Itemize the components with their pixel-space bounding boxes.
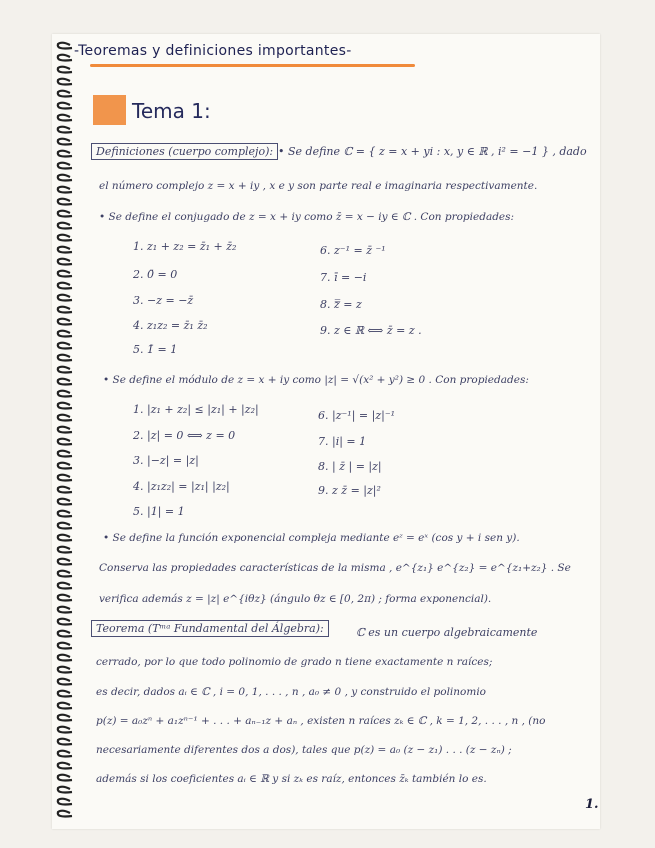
conj-prop: 7. ī = −i — [320, 271, 367, 284]
modulus-line: • Se define el módulo de z = x + iy como |z| = √(x² + y²) ≥ 0 . Con propiedades: — [103, 374, 529, 386]
teorema-line: además si los coeficientes aᵢ ∈ ℝ y si zₖ es raíz, entonces z̄ₖ también lo es. — [96, 773, 487, 785]
def-line-1: • Se define ℂ = { z = x + yi : x, y ∈ ℝ , i² = −1 } , dado — [278, 145, 587, 158]
mod-prop: 5. |1| = 1 — [133, 505, 185, 518]
def-line-2: el número complejo z = x + iy , x e y son parte real e imaginaria respectivamente. — [99, 180, 538, 192]
exp-line-2: Conserva las propiedades características de la misma , e^{z₁} e^{z₂} = e^{z₁+z₂} . Se — [99, 562, 571, 574]
conj-prop: 2. 0̄ = 0 — [133, 268, 178, 281]
mod-prop: 3. |−z| = |z| — [133, 454, 199, 467]
mod-prop: 2. |z| = 0 ⟺ z = 0 — [133, 429, 236, 442]
conj-prop: 8. z̿ = z — [320, 298, 362, 311]
mod-prop: 7. |i| = 1 — [318, 435, 367, 448]
mod-prop: 6. |z⁻¹| = |z|⁻¹ — [318, 409, 396, 422]
exp-line-3: verifica además z = |z| e^{iθz} (ángulo θz ∈ [0, 2π) ; forma exponencial). — [99, 593, 492, 605]
teorema-line: cerrado, por lo que todo polinomio de grado n tiene exactamente n raíces; — [96, 656, 493, 668]
mod-prop: 1. |z₁ + z₂| ≤ |z₁| + |z₂| — [133, 403, 259, 416]
spiral-binding — [54, 38, 74, 828]
page-number: 1. — [585, 797, 599, 812]
teorema-label: Teorema (Tᵐᵃ Fundamental del Álgebra): — [91, 620, 329, 637]
conj-prop: 6. z⁻¹ = z̄ ⁻¹ — [320, 244, 386, 257]
teorema-line: ℂ es un cuerpo algebraicamente — [356, 626, 538, 639]
title-underline — [90, 64, 415, 67]
tema-heading: Tema 1: — [132, 99, 211, 123]
conj-prop: 3. −z = −z̄ — [133, 294, 194, 307]
conj-prop: 4. z₁z₂ = z̄₁ z̄₂ — [133, 319, 208, 332]
conjugate-line: • Se define el conjugado de z = x + iy como z̄ = x − iy ∈ ℂ . Con propiedades: — [99, 211, 515, 223]
teorema-line: p(z) = a₀zⁿ + a₁zⁿ⁻¹ + . . . + aₙ₋₁z + aₙ , existen n raíces zₖ ∈ ℂ , k = 1, 2, . . . , n , (no — [96, 715, 546, 727]
teorema-line: es decir, dados aᵢ ∈ ℂ , i = 0, 1, . . . , n , a₀ ≠ 0 , y construido el polinomio — [96, 686, 487, 698]
tema-highlight — [93, 95, 126, 125]
exp-line-1: • Se define la función exponencial compleja mediante eᶻ = eˣ (cos y + i sen y). — [103, 532, 520, 544]
conj-prop: 5. 1̄ = 1 — [133, 343, 178, 356]
mod-prop: 4. |z₁z₂| = |z₁| |z₂| — [133, 480, 230, 493]
conj-prop: 9. z ∈ ℝ ⟺ z̄ = z . — [320, 324, 422, 337]
mod-prop: 9. z z̄ = |z|² — [318, 484, 381, 497]
teorema-line: necesariamente diferentes dos a dos), tales que p(z) = a₀ (z − z₁) . . . (z − zₙ) ; — [96, 744, 512, 756]
mod-prop: 8. | z̄ | = |z| — [318, 460, 382, 473]
definiciones-label: Definiciones (cuerpo complejo): — [91, 143, 278, 160]
conj-prop: 1. z₁ + z₂ = z̄₁ + z̄₂ — [133, 240, 237, 253]
page-title: -Teoremas y definiciones importantes- — [74, 43, 352, 59]
